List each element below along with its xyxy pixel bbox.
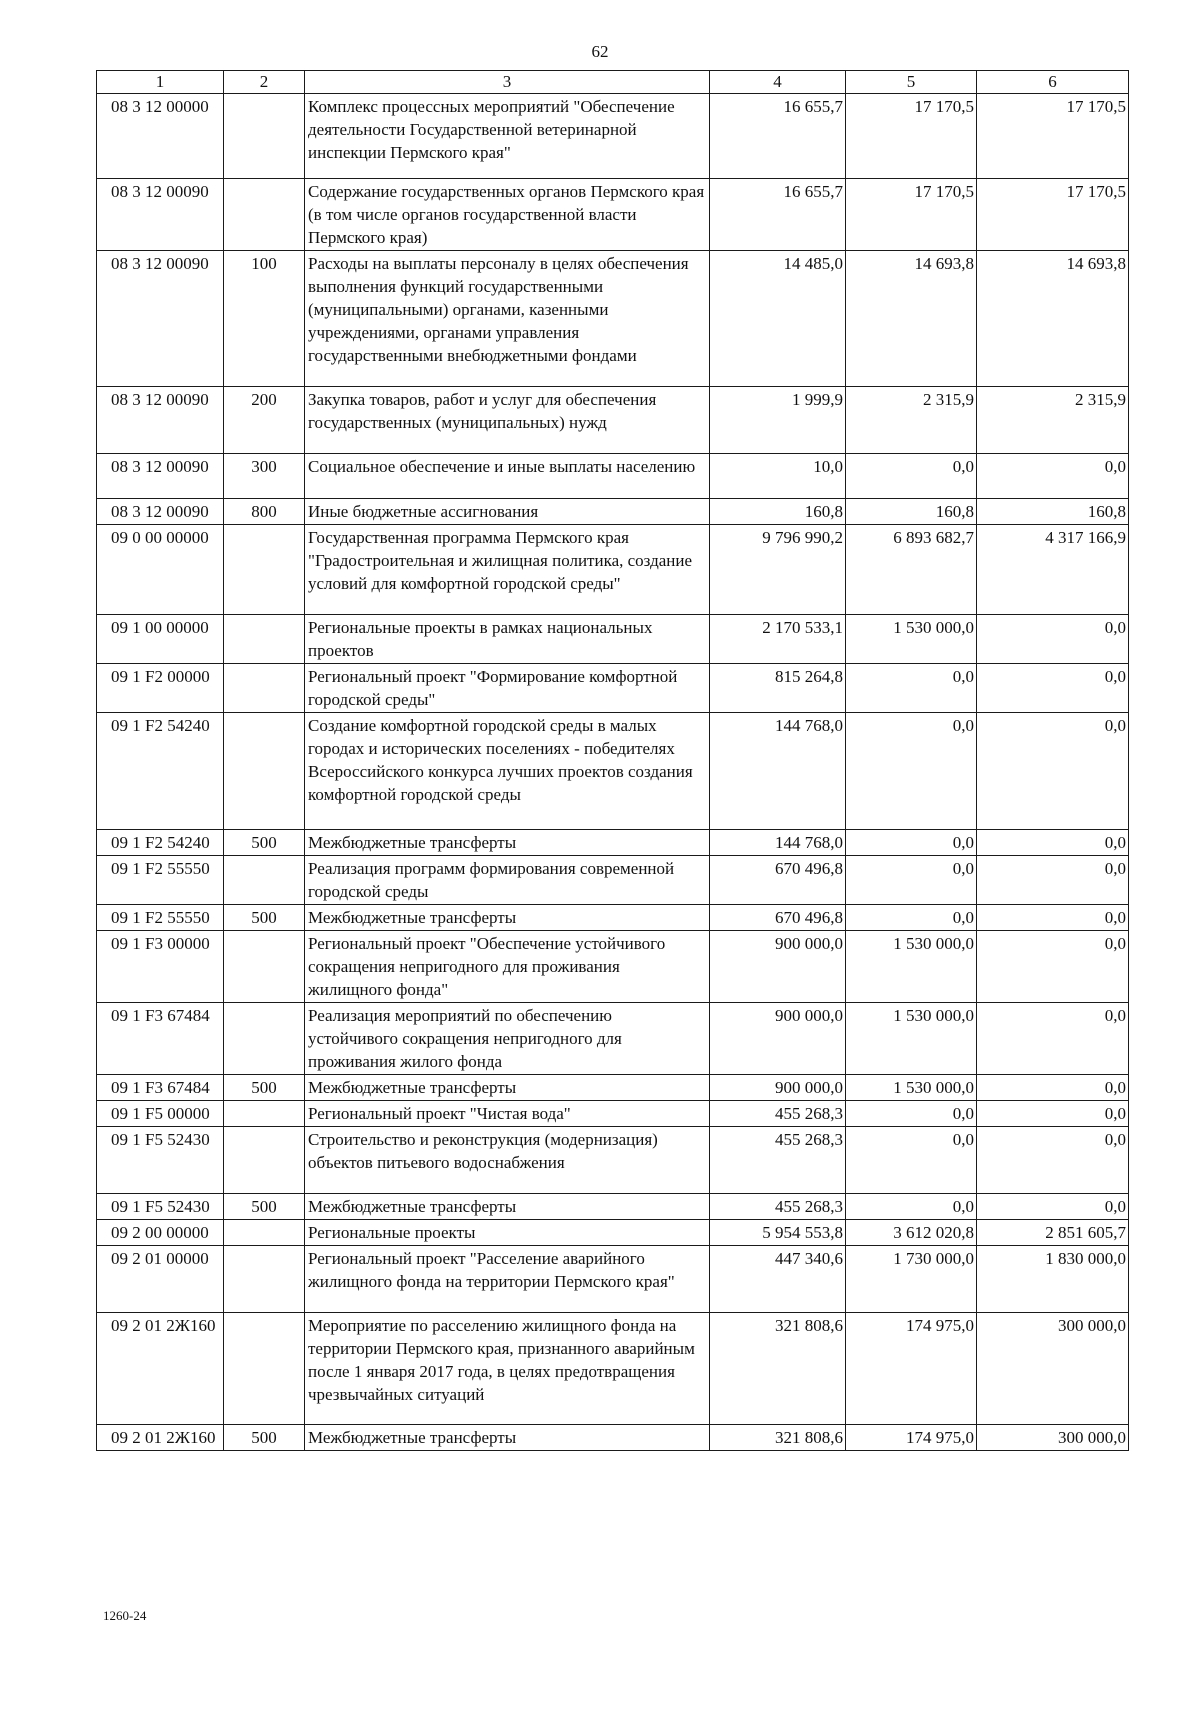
expense-type-cell: 200 — [224, 387, 305, 454]
amount-col5-cell: 174 975,0 — [846, 1425, 977, 1451]
table-row — [97, 1127, 1129, 1194]
amount-col4-cell: 144 768,0 — [710, 830, 846, 856]
amount-col6-cell: 0,0 — [977, 454, 1129, 499]
table-row — [97, 664, 1129, 713]
item-name-cell: Межбюджетные трансферты — [305, 830, 710, 856]
table-row — [97, 1246, 1129, 1313]
budget-code-cell: 09 1 F5 52430 — [97, 1127, 224, 1194]
amount-col5-cell: 1 530 000,0 — [846, 1003, 977, 1075]
amount-col6-cell: 0,0 — [977, 856, 1129, 905]
budget-code-cell: 09 1 F2 54240 — [97, 830, 224, 856]
amount-col4-cell: 670 496,8 — [710, 856, 846, 905]
amount-col6-cell: 0,0 — [977, 615, 1129, 664]
item-name-cell: Расходы на выплаты персоналу в целях обеспечения выполнения функций государственными (муниципальными) органами, казенными учреждениями, органами управления государственными внебюджетными фондами — [305, 251, 710, 387]
amount-col4-cell: 455 268,3 — [710, 1127, 846, 1194]
expense-type-cell — [224, 615, 305, 664]
table-row — [97, 1075, 1129, 1101]
expense-type-cell — [224, 1246, 305, 1313]
item-name-cell: Межбюджетные трансферты — [305, 1425, 710, 1451]
budget-code-cell: 08 3 12 00090 — [97, 499, 224, 525]
amount-col6-cell: 0,0 — [977, 830, 1129, 856]
page-number: 62 — [591, 42, 609, 61]
budget-code-cell: 08 3 12 00090 — [97, 454, 224, 499]
table-row — [97, 251, 1129, 387]
table-row — [97, 1003, 1129, 1075]
amount-col6-cell: 2 315,9 — [977, 387, 1129, 454]
item-name-cell: Региональный проект "Чистая вода" — [305, 1101, 710, 1127]
item-name-cell: Региональный проект "Обеспечение устойчивого сокращения непригодного для проживания жилищного фонда" — [305, 931, 710, 1003]
amount-col6-cell: 0,0 — [977, 1194, 1129, 1220]
amount-col4-cell: 900 000,0 — [710, 1075, 846, 1101]
amount-col5-cell: 14 693,8 — [846, 251, 977, 387]
amount-col4-cell: 2 170 533,1 — [710, 615, 846, 664]
table-row — [97, 615, 1129, 664]
table-row — [97, 454, 1129, 499]
table-body — [97, 94, 1129, 1451]
column-header: 1 — [97, 71, 224, 94]
amount-col5-cell: 1 530 000,0 — [846, 615, 977, 664]
amount-col5-cell: 0,0 — [846, 1194, 977, 1220]
amount-col6-cell: 0,0 — [977, 1101, 1129, 1127]
item-name-cell: Межбюджетные трансферты — [305, 1194, 710, 1220]
budget-code-cell: 08 3 12 00090 — [97, 179, 224, 251]
table-row — [97, 1220, 1129, 1246]
amount-col5-cell: 1 530 000,0 — [846, 931, 977, 1003]
amount-col4-cell: 16 655,7 — [710, 179, 846, 251]
expense-type-cell — [224, 1220, 305, 1246]
amount-col6-cell: 17 170,5 — [977, 179, 1129, 251]
budget-code-cell: 09 2 00 00000 — [97, 1220, 224, 1246]
expense-type-cell — [224, 856, 305, 905]
amount-col4-cell: 14 485,0 — [710, 251, 846, 387]
amount-col6-cell: 0,0 — [977, 905, 1129, 931]
expense-type-cell — [224, 94, 305, 179]
amount-col6-cell: 300 000,0 — [977, 1313, 1129, 1425]
amount-col5-cell: 1 730 000,0 — [846, 1246, 977, 1313]
expense-type-cell — [224, 525, 305, 615]
amount-col6-cell: 17 170,5 — [977, 94, 1129, 179]
item-name-cell: Мероприятие по расселению жилищного фонда на территории Пермского края, признанного аварийным после 1 января 2017 года, в целях предотвращения чрезвычайных ситуаций — [305, 1313, 710, 1425]
item-name-cell: Закупка товаров, работ и услуг для обеспечения государственных (муниципальных) нужд — [305, 387, 710, 454]
item-name-cell: Комплекс процессных мероприятий "Обеспечение деятельности Государственной ветеринарной инспекции Пермского края" — [305, 94, 710, 179]
amount-col4-cell: 5 954 553,8 — [710, 1220, 846, 1246]
item-name-cell: Создание комфортной городской среды в малых городах и исторических поселениях - победителях Всероссийского конкурса лучших проектов создания комфортной городской среды — [305, 713, 710, 830]
budget-code-cell: 09 1 00 00000 — [97, 615, 224, 664]
amount-col5-cell: 17 170,5 — [846, 179, 977, 251]
amount-col5-cell: 3 612 020,8 — [846, 1220, 977, 1246]
amount-col4-cell: 900 000,0 — [710, 931, 846, 1003]
amount-col4-cell: 455 268,3 — [710, 1101, 846, 1127]
budget-code-cell: 09 1 F3 67484 — [97, 1075, 224, 1101]
budget-code-cell: 09 1 F3 00000 — [97, 931, 224, 1003]
amount-col4-cell: 321 808,6 — [710, 1425, 846, 1451]
column-header: 3 — [305, 71, 710, 94]
budget-code-cell: 09 0 00 00000 — [97, 525, 224, 615]
column-number-header — [97, 71, 1129, 94]
budget-code-cell: 09 1 F2 55550 — [97, 905, 224, 931]
amount-col5-cell: 0,0 — [846, 830, 977, 856]
item-name-cell: Региональный проект "Расселение аварийного жилищного фонда на территории Пермского края" — [305, 1246, 710, 1313]
amount-col5-cell: 160,8 — [846, 499, 977, 525]
item-name-cell: Региональные проекты в рамках национальных проектов — [305, 615, 710, 664]
table-row — [97, 1194, 1129, 1220]
item-name-cell: Иные бюджетные ассигнования — [305, 499, 710, 525]
expense-type-cell: 800 — [224, 499, 305, 525]
amount-col5-cell: 0,0 — [846, 454, 977, 499]
item-name-cell: Социальное обеспечение и иные выплаты населению — [305, 454, 710, 499]
table-row — [97, 179, 1129, 251]
amount-col5-cell: 6 893 682,7 — [846, 525, 977, 615]
amount-col5-cell: 0,0 — [846, 713, 977, 830]
amount-col4-cell: 900 000,0 — [710, 1003, 846, 1075]
budget-code-cell: 09 1 F3 67484 — [97, 1003, 224, 1075]
table-row — [97, 387, 1129, 454]
budget-table — [96, 70, 1129, 1451]
expense-type-cell — [224, 1313, 305, 1425]
column-header: 6 — [977, 71, 1129, 94]
expense-type-cell — [224, 179, 305, 251]
amount-col4-cell: 10,0 — [710, 454, 846, 499]
item-name-cell: Региональные проекты — [305, 1220, 710, 1246]
column-header: 5 — [846, 71, 977, 94]
table-row — [97, 499, 1129, 525]
table-row — [97, 905, 1129, 931]
budget-code-cell: 09 2 01 00000 — [97, 1246, 224, 1313]
budget-code-cell: 09 1 F2 54240 — [97, 713, 224, 830]
amount-col6-cell: 0,0 — [977, 713, 1129, 830]
amount-col4-cell: 16 655,7 — [710, 94, 846, 179]
amount-col6-cell: 4 317 166,9 — [977, 525, 1129, 615]
expense-type-cell: 100 — [224, 251, 305, 387]
expense-type-cell: 500 — [224, 1194, 305, 1220]
amount-col4-cell: 160,8 — [710, 499, 846, 525]
item-name-cell: Государственная программа Пермского края "Градостроительная и жилищная политика, создание условий для комфортной городской среды" — [305, 525, 710, 615]
budget-code-cell: 08 3 12 00000 — [97, 94, 224, 179]
expense-type-cell: 500 — [224, 1075, 305, 1101]
amount-col4-cell: 321 808,6 — [710, 1313, 846, 1425]
column-header: 4 — [710, 71, 846, 94]
expense-type-cell — [224, 664, 305, 713]
budget-code-cell: 08 3 12 00090 — [97, 251, 224, 387]
amount-col6-cell: 0,0 — [977, 931, 1129, 1003]
expense-type-cell — [224, 1127, 305, 1194]
expense-type-cell: 500 — [224, 1425, 305, 1451]
expense-type-cell — [224, 1101, 305, 1127]
amount-col4-cell: 144 768,0 — [710, 713, 846, 830]
amount-col5-cell: 0,0 — [846, 664, 977, 713]
budget-table-container — [96, 70, 1128, 1451]
expense-type-cell: 500 — [224, 905, 305, 931]
amount-col5-cell: 0,0 — [846, 1127, 977, 1194]
expense-type-cell — [224, 1003, 305, 1075]
table-row — [97, 1313, 1129, 1425]
amount-col4-cell: 455 268,3 — [710, 1194, 846, 1220]
amount-col6-cell: 0,0 — [977, 664, 1129, 713]
item-name-cell: Реализация мероприятий по обеспечению устойчивого сокращения непригодного для проживания жилого фонда — [305, 1003, 710, 1075]
budget-code-cell: 09 2 01 2Ж160 — [97, 1425, 224, 1451]
budget-code-cell: 09 1 F2 55550 — [97, 856, 224, 905]
item-name-cell: Реализация программ формирования современной городской среды — [305, 856, 710, 905]
amount-col4-cell: 9 796 990,2 — [710, 525, 846, 615]
budget-code-cell: 09 1 F5 00000 — [97, 1101, 224, 1127]
budget-code-cell: 08 3 12 00090 — [97, 387, 224, 454]
amount-col6-cell: 300 000,0 — [977, 1425, 1129, 1451]
item-name-cell: Региональный проект "Формирование комфортной городской среды" — [305, 664, 710, 713]
amount-col4-cell: 447 340,6 — [710, 1246, 846, 1313]
table-row — [97, 1425, 1129, 1451]
amount-col6-cell: 14 693,8 — [977, 251, 1129, 387]
expense-type-cell: 500 — [224, 830, 305, 856]
table-row — [97, 931, 1129, 1003]
item-name-cell: Строительство и реконструкция (модернизация) объектов питьевого водоснабжения — [305, 1127, 710, 1194]
amount-col6-cell: 0,0 — [977, 1003, 1129, 1075]
amount-col5-cell: 174 975,0 — [846, 1313, 977, 1425]
expense-type-cell: 300 — [224, 454, 305, 499]
amount-col5-cell: 17 170,5 — [846, 94, 977, 179]
amount-col5-cell: 0,0 — [846, 905, 977, 931]
item-name-cell: Содержание государственных органов Пермского края (в том числе органов государственной власти Пермского края) — [305, 179, 710, 251]
budget-code-cell: 09 1 F5 52430 — [97, 1194, 224, 1220]
amount-col6-cell: 0,0 — [977, 1127, 1129, 1194]
amount-col5-cell: 2 315,9 — [846, 387, 977, 454]
expense-type-cell — [224, 713, 305, 830]
amount-col4-cell: 670 496,8 — [710, 905, 846, 931]
document-reference: 1260-24 — [103, 1608, 147, 1623]
table-row — [97, 830, 1129, 856]
item-name-cell: Межбюджетные трансферты — [305, 1075, 710, 1101]
amount-col6-cell: 160,8 — [977, 499, 1129, 525]
table-row — [97, 94, 1129, 179]
amount-col6-cell: 1 830 000,0 — [977, 1246, 1129, 1313]
table-row — [97, 1101, 1129, 1127]
amount-col4-cell: 815 264,8 — [710, 664, 846, 713]
amount-col6-cell: 2 851 605,7 — [977, 1220, 1129, 1246]
amount-col5-cell: 0,0 — [846, 856, 977, 905]
budget-code-cell: 09 2 01 2Ж160 — [97, 1313, 224, 1425]
amount-col5-cell: 1 530 000,0 — [846, 1075, 977, 1101]
item-name-cell: Межбюджетные трансферты — [305, 905, 710, 931]
expense-type-cell — [224, 931, 305, 1003]
table-row — [97, 713, 1129, 830]
column-header: 2 — [224, 71, 305, 94]
table-row — [97, 525, 1129, 615]
table-row — [97, 856, 1129, 905]
budget-code-cell: 09 1 F2 00000 — [97, 664, 224, 713]
amount-col5-cell: 0,0 — [846, 1101, 977, 1127]
amount-col6-cell: 0,0 — [977, 1075, 1129, 1101]
amount-col4-cell: 1 999,9 — [710, 387, 846, 454]
